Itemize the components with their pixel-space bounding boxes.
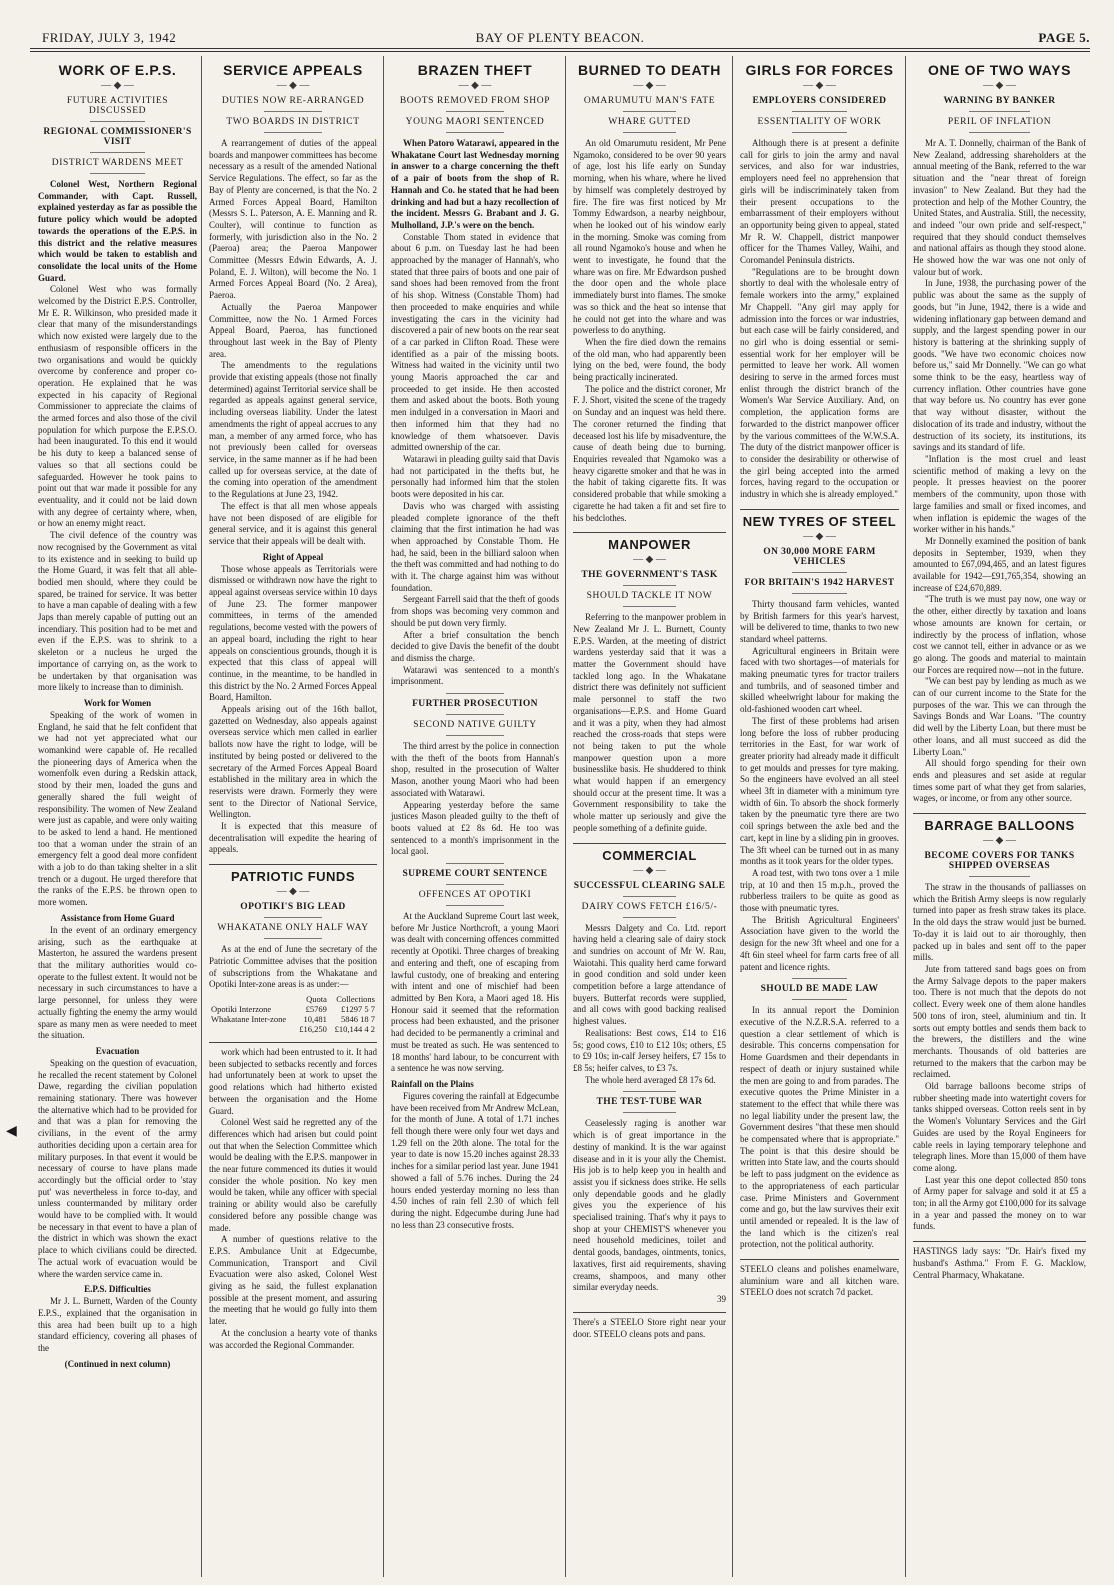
table-cell: 5846 18 7 xyxy=(341,1014,375,1024)
paragraph: work which had been entrusted to it. It had been subjected to setbacks recently and forces had unfortunately been at work to upset the good relations which had hitherto existed between the organisation and the Home Guard. xyxy=(209,1047,377,1116)
paragraph: Mr Donnelly examined the position of bank deposits in September, 1939, when they amounted to £67,094,465, and an latest figures available for 1942—£91,765,354, showing an increase of £24,670,889. xyxy=(913,535,1086,593)
column-work-of-eps xyxy=(34,56,201,1577)
hastings-advertisement: HASTINGS lady says: "Dr. Hair's fixed my husband's Asthma." From F. G. Macklow, Central Pharmacy, Whakatane. xyxy=(913,1246,1086,1280)
paragraph: Realisations: Best cows, £14 to £16 5s; good cows, £10 to £12 10s; others, £5 to £9 10s; in-calf Jersey heifers, £7 15s to £8 5s; heifer calves, to £3 7s. xyxy=(573,1027,726,1073)
headline-burned-to-death: BURNED TO DEATH xyxy=(577,62,722,78)
ornament-icon xyxy=(740,80,899,91)
paragraph: "Regulations are to be brought down shortly to deal with the wholesale entry of female workers into the army," explained Mr Chappell. "Any girl may apply for admission into the forces or war industries, but each case will be fairly considered, and no girl who is doing essential or semi-essential work for her employer will be permitted to leave her work. All women desiring to serve in the armed forces must enlist through the district branch of the Women's War Service Auxiliary. And, on completion, the application forms are forwarded to the district manpower officer by the various committees of the W.W.S.A. The duty of the district manpower officer is to consider the desirability or otherwise of the girl being accepted into the armed forces, having regard to the occupation or industry in which she is already employed." xyxy=(740,266,899,500)
subhead: BOOTS REMOVED FROM SHOP xyxy=(399,96,551,106)
table-header: Quota xyxy=(306,994,327,1004)
paragraph: The police and the district coroner, Mr F. J. Short, visited the scene of the tragedy on Sunday and an inquest was held there. The coroner returned the finding that deceased lost his life by misadventure, the cause of death being due to burning. Enquiries revealed that Ngamoko was a heavy cigarette smoker and that he was in the habit of taking cigarette fits. It was considered probable that while smoking a cigarette he had taken a fit and set fire to his bedclothes. xyxy=(573,383,726,523)
table-row xyxy=(209,1004,377,1014)
quota-table xyxy=(209,994,377,1034)
subhead: THE TEST-TUBE WAR xyxy=(596,1097,703,1108)
table-cell: Whakatane Inter-zone xyxy=(211,1014,287,1024)
paragraph: Davis who was charged with assisting pleaded complete ignorance of the theft claiming that the first intimation he had was when approached by Constable Thom. He had, he said, been in the billiard saloon when the theft was committed and had nothing to do with it. The charge against him was without foundation. xyxy=(391,500,559,593)
paragraph: Colonel West said he regretted any of the differences which had arisen but could point out that when the Selection Committee which would be dealing with the E.P.S. manpower in the near future commenced its duties it would consider the whole position. No key men would be taken, while any officer with special training or ability would also be carefully considered before any possible change was made. xyxy=(209,1117,377,1233)
headline-patriotic-funds: PATRIOTIC FUNDS xyxy=(230,869,355,885)
paragraph: "Inflation is the most cruel and least scientific method of making a levy on the people. It presses heaviest on the poorer members of the community, upon those with large families and small or fixed incomes, and when inflation is epidemic the wages of the worker wither in his hands." xyxy=(913,453,1086,535)
paragraph: Referring to the manpower problem in New Zealand Mr J. L. Burnett, County E.P.S. Warden, at the meeting of district wardens yesterday said that it was a matter the Government should have tackled long ago. In the Whakatane district there was definitely not sufficient male personnel to staff the two organisations—E.P.S. and Home Guard and it was a pity, when they had almost reached the cross-roads that steps were not being taken to put the whole manpower question upon a more businesslike basis. He shuddered to think what would happen if an emergency should occur at the present time. It was a Government responsibility to take the whole matter up seriously and give the people something of a definite guide. xyxy=(573,612,726,833)
subhead: BECOME COVERS FOR TANKS SHIPPED OVERSEAS xyxy=(924,851,1075,872)
subhead: THE GOVERNMENT'S TASK xyxy=(581,570,718,581)
subhead: YOUNG MAORI SENTENCED xyxy=(405,117,545,127)
subhead: TWO BOARDS IN DISTRICT xyxy=(226,117,360,127)
column-divider xyxy=(201,56,202,1577)
paragraph: In its annual report the Dominion executive of the N.Z.R.S.A. referred to a question a clear settlement of which is desirable. This concerns compensation for Home Guardsmen and their dependants in respect of death or injury sustained while the men are going to and from parades. The executive quotes the Prime Minister in a statement to the effect that while there was no legal liability under the present law, the Government desires "that these men should be compensated where that is appropriate." The point is that this desire should be written into State law, and the courts should be left to pass judgment on the evidence as to the appropriateness of each particular case. Prime Ministers and Government come and go, but the law survives their exit until amended or repealed. It is the law of the land which is the citizen's real protection, not the political authority. xyxy=(740,1005,899,1250)
paragraph: Sergeant Farrell said that the theft of goods from shops was becoming very common and should be put down very firmly. xyxy=(391,594,559,628)
page-number: PAGE 5. xyxy=(1038,30,1090,45)
table-header xyxy=(209,994,295,1004)
subhead: SHOULD TACKLE IT NOW xyxy=(586,591,713,602)
steelo-advertisement: There's a STEELO Store right near your door. STEELO cleans pots and pans. xyxy=(573,1316,726,1339)
table-cell: £5769 xyxy=(305,1004,327,1014)
subhead: OMARUMUTU MAN'S FATE xyxy=(583,96,716,106)
paragraph: In the event of an ordinary emergency arising, such as the earthquake at Masterton, he assured the wardens present that the military authorities would co-operate to the fullest extent. It would not be necessary in such circumstances to have a large personnel, for unless they were actually fighting the enemy the army would spare as many men as were needed to meet the situation. xyxy=(38,924,197,1041)
paragraph: Although there is at present a definite call for girls to join the army and naval services, and also for war industries, employers need feel no apprehension that girls will be indiscriminately taken from their present occupations to the embarrassment of their employers without an opportunity being given to appeal, stated Mr R. W. Chappell, district manpower officer for the Thames Valley, Waihi, and Coromandel Peninsula districts. xyxy=(740,138,899,266)
paragraph: "The truth is we must pay now, one way or the other, either directly by taxation and loans whose amounts are known for certain, or indirectly by the process of inflation, whose cost we cannot tell, either in advance or as we go along. The goods and material to maintain our Forces are required now—not in the future. xyxy=(913,594,1086,675)
paragraph: After a brief consultation the bench decided to give Davis the benefit of the doubt and dismiss the charge. xyxy=(391,629,559,663)
paragraph: A number of questions relative to the E.P.S. Ambulance Unit at Edgecumbe, Communication, Transport and Civil Evacuation were also asked, Colonel West giving as he said, the fullest explanation possible at the present moment, and assuring the meeting that he would go fully into them later. xyxy=(209,1234,377,1327)
paragraph: At the Auckland Supreme Court last week, before Mr Justice Northcroft, a young Maori was dealt with concerning offences committed recently at Opotiki. Three charges of breaking and entering and theft, one of escaping from lawful custody, one of breaking and entering with intent and one of mischief had been admitted by Ben Kora, a Maori aged 18. His Honour said it seemed that the reformation process had been exhausted, and the prisoner had decided to be permanently a criminal and must be treated as such. He was sentenced to 18 months' hard labour, to be concurrent with a sentence he was now serving. xyxy=(391,911,559,1074)
headline-one-of-two-ways: ONE OF TWO WAYS xyxy=(927,62,1072,78)
lead-paragraph: When Patoro Watarawi, appeared in the Whakatane Court last Wednesday morning in answer to a charge concerning the theft of a pair of boots from the shop of R. Hannah and Co. he stated that he had been drinking and had but a hazy recollection of the incident. Messrs G. Brabant and J. G. Mulholland, J.P.'s were on the bench. xyxy=(391,138,559,230)
subhead: SUPREME COURT SENTENCE xyxy=(402,869,548,880)
table-cell: Opotiki Interzone xyxy=(211,1004,272,1014)
paragraph: The civil defence of the country was now recognised by the Government as vital to its existence and in seeking to build up the Home Guard, it was felt that all able-bodied men should, where they could be spared, be trained for service. It was better to have a man capable of dealing with a few Japs than merely capable of putting out an incendiary. This position had to be met and even if the E.P.S. was to shrink to a skeleton or a nucleus he urged the importance of carrying on, as the work to be undertaken by that organisation was more likely to increase than to diminish. xyxy=(38,530,197,693)
paragraph: Ceaselessly raging is another war which is of great importance in the destiny of mankind. It is the war against disease and in it is your ally the Chemist. His job is to help keep you in health and assist you if sickness does strike. He sells only dependable goods and he gladly gives you the experience of his specialised training. That's why it pays to shop at your CHEMIST'S whenever you need household medicines, toilet and dental goods, bandages, ointments, tonics, laxatives, first aid requirements, shaving creams, shampoos, and many other similar everyday needs. xyxy=(573,1118,726,1293)
subhead: ESSENTIALITY OF WORK xyxy=(757,117,882,127)
paragraph: The effect is that all men whose appeals have not been disposed of are eligible for general service, and it is against this general service that their appeals will be dealt with. xyxy=(209,500,377,546)
table-cell: £10,144 4 2 xyxy=(334,1024,375,1034)
ornament-icon xyxy=(573,865,726,876)
column-divider xyxy=(383,56,384,1577)
subhead: DISTRICT WARDENS MEET xyxy=(51,158,184,168)
subhead: PERIL OF INFLATION xyxy=(947,117,1052,127)
section-heading: Assistance from Home Guard xyxy=(60,912,175,923)
subhead: DAIRY COWS FETCH £16/5/- xyxy=(581,901,718,912)
subhead: WHARE GUTTED xyxy=(608,117,691,127)
table-cell: £16,250 xyxy=(299,1024,327,1034)
paragraph: The first of these problems had arisen long before the loss of rubber producing territories in the East, for war work of greater priority had already made it difficult to get moulds and presses for tyre making. So the engineers have evolved an all steel wheel 3ft in diameter with a minimum tyre width of 6in. To absorb the shock formerly taken by the pneumatic tyre there are two coil springs between the axle bed and the cart, kept in line by a sliding pin in grooves. The 3ft wheel can be turned out in as many months as it took years for the older types. xyxy=(740,715,899,867)
subhead: FURTHER PROSECUTION xyxy=(412,699,538,710)
headline-work-of-eps: WORK OF E.P.S. xyxy=(58,62,177,78)
headline-service-appeals: SERVICE APPEALS xyxy=(223,62,363,78)
ornament-icon xyxy=(740,531,899,542)
ornament-icon xyxy=(38,80,197,91)
paragraph: Jute from tattered sand bags goes on from the Army Salvage depots to the paper makers too. There is not much that the depots do not collect. Every week one of them alone handles 500 tons of iron, steel, aluminium and tin. It sorts out empty bottles and sends them back to the brewers, the distillers and the wine merchants. Thousands of old batteries are returned to the makers that the carbon may be reclaimed. xyxy=(913,964,1086,1080)
subhead: OFFENCES AT OPOTIKI xyxy=(418,890,532,901)
ornament-icon xyxy=(391,80,559,91)
paragraph: In June, 1938, the purchasing power of the public was about the same as the supply of goods, but "in June, 1942, there is a wide and widening inflationary gap between demand and supply, and the largest spending power in our history is battering at the shrinking supply of goods. "We have two economic choices now before us," said Mr Donnelly. "We can go what some think to be the easy, heartless way of currency inflation. Other countries have gone that way before us. No country has ever gone that way without disaster, without the dislocation of its trade and industry, without the destruction of its society, its institutions, its savings and its standard of life. xyxy=(913,278,1086,453)
ornament-icon xyxy=(573,554,726,565)
paragraph: The amendments to the regulations provide that existing appeals (those not finally determined) against Territorial service shall be regarded as appeals against general service, including overseas liability. Under the latest amendments the right of appeal accrues to any man, a member of any armed force, who has not previously been called for overseas service, in the same manner as if he had been called up for overseas service, at the date of the coming into operation of the amendment to the Regulations at June 23, 1942. xyxy=(209,360,377,500)
paragraph: Messrs Dalgety and Co. Ltd. report having held a clearing sale of dairy stock and sundries on account of Mr W. Rau, Waiotahi. This quality herd came forward in good condition and sold under keen competition before a large attendance of buyers. Butterfat records were supplied, and all cows with good backing realised highest values. xyxy=(573,922,726,1027)
masthead-rule-top xyxy=(30,48,1090,49)
ornament-icon xyxy=(209,886,377,897)
subhead: OPOTIKI'S BIG LEAD xyxy=(240,902,346,913)
section-heading: E.P.S. Difficulties xyxy=(84,1284,151,1295)
paragraph: Colonel West who was formally welcomed by the District E.P.S. Controller, Mr E. R. Wilkinson, who presided made it clear that many of the misunderstandings which now existed were largely due to the enthusiasm of responsible officers in the two organisations and would be quickly overcome by conference and proper co-operation. He explained that he was expected in his capacity of Regional Commissioner to appreciate the claims of the armed forces and also those of the civil population for which purpose the E.P.S.O. had been inaugurated. To this end it would be his duty to keep a balanced sense of values so that all sections could be safeguarded. However he took pains to point out that war made it possible for any eventuality, and it could not be laid down with any degree of certainty where, when, or how an enemy might react. xyxy=(38,284,197,529)
subhead: EMPLOYERS CONSIDERED xyxy=(752,96,887,106)
subhead: WHAKATANE ONLY HALF WAY xyxy=(217,923,369,934)
paragraph: "We can best pay by lending as much as we can of our current income to the State for the purposes of the war. This we can through the Savings Bonds and War Loans. "The country did well by the Liberty Loan, but there must be other loans, and all must succeed as did the Liberty Loan." xyxy=(913,676,1086,757)
headline-manpower: MANPOWER xyxy=(608,537,691,553)
paragraph: Speaking of the work of women in England, he said that he felt confident that we had not yet appreciated what our womankind were capable of. He recalled the pioneering days of America when the womenfolk even during a Redskin attack, stood by their men, loaded the guns and generally shared the full weight of responsibility. The women of New Zealand were just as capable, and were only waiting to be asked to lend a hand. He mentioned too that a woman under the strain of an emergency felt a good deal more confident with a job to do than taking shelter in a slit trench or a dugout. He urged therefore that the ranks of the E.P.S. be thrown open to more women. xyxy=(38,709,197,908)
paragraph: Constable Thom stated in evidence that about 6 p.m. on Tuesday last he had been approached by the manager of Hannah's, who stated that three pairs of boots and one pair of sand shoes had been removed from the front of his shop. Witness (Constable Thom) had then proceeded to make enquiries and while investigating the cars in the vicinity had discovered a pair of new boots on the rear seat of a car parked in Clifton Road. These were identified as a pair of the missing boots. Witness had waited in the vicinity until two young Maoris approached the car and proceeded to get inside. He then accosted them and asked about the boots. Both young men indulged in a conversation in Maori and then informed him that they had no knowledge of them whatsoever. Davis admitted ownership of the car. xyxy=(391,231,559,453)
ornament-icon xyxy=(573,80,726,91)
paragraph: Those whose appeals as Territorials were dismissed or withdrawn now have the right to appeal against overseas service within 10 days of June 23. The former manpower committees, in terms of the amended regulations, become vested with the powers of an appeal board, including the right to hear appeals on conscientious grounds, though it is expected that this class of appeal will continue, in the meantime, to be handled in this district by the No. 2 Armed Forces Appeal Board, Hamilton. xyxy=(209,563,377,703)
section-heading: Evacuation xyxy=(95,1045,140,1056)
paragraph: Last year this one depot collected 850 tons of Army paper for salvage and sold it at £5 a ton; in all the Army got £100,000 for its salvage in a year and passed the money on to war funds. xyxy=(913,1174,1086,1232)
section-heading: Right of Appeal xyxy=(262,551,324,562)
ad-code: 39 xyxy=(717,1293,726,1304)
paragraph: Mr A. T. Donnelly, chairman of the Bank of New Zealand, addressing shareholders at the annual meeting of the Bank, referred to the war situation and the "near threat of foreign invasion" to New Zealand. But they had the protection and help of the Mother Country, the United States, and Australia. Still, the necessity, and indeed "our own pride and self-respect," required that they should conduct themselves and national affairs as though they stood alone. He showed how the war was one not only of valour but of work. xyxy=(913,138,1086,277)
margin-marker-icon: ◀ xyxy=(6,1124,17,1139)
table-header: Collections xyxy=(336,994,375,1004)
table-cell xyxy=(209,1024,295,1034)
masthead-rule-bottom xyxy=(30,51,1090,52)
table-cell: 10,481 xyxy=(303,1014,327,1024)
paragraph: Appeals arising out of the 16th ballot, gazetted on Wednesday, also appeals against overseas service which men called in earlier ballots now have the right to lodge, will be instituted by being posted or delivered to the secretary of the Armed Forces Appeal Board established in the military area in which the reservists were drawn. Formerly they were sent to the Director of National Service, Wellington. xyxy=(209,704,377,820)
subhead: ON 30,000 MORE FARM VEHICLES xyxy=(763,546,876,567)
paragraph: Figures covering the rainfall at Edgecumbe have been received from Mr Andrew McLean, for the month of June. A total of 1.71 inches fell though there were only four wet days and 1.29 fell on the 20th alone. The total for the year to date is now 15.20 inches against 28.33 inches for a similar period last year. June 1941 showed a fall of 5.76 inches. During the 24 hours ended yesterday morning no less than 4.50 inches of rain fell 2.30 of which fell during the night. Edgecumbe during June had no less than 23 consecutive frosts. xyxy=(391,1090,559,1230)
table-header-row xyxy=(209,994,377,1004)
subhead: FOR BRITAIN'S 1942 HARVEST xyxy=(744,577,895,588)
column-brazen-theft xyxy=(387,56,563,1577)
paragraph: Thirty thousand farm vehicles, wanted by British farmers for this year's harvest, will be delivered to time, thanks to two new standard wheel patterns. xyxy=(740,598,899,644)
lead-paragraph: Colonel West, Northern Regional Commander, with Capt. Russell, explained yesterday as far as possible the future policy which would be adopted towards the operations of the E.P.S. in this district and the relative measures which would be taken to establish and consolidate the local units of the Home Guard. xyxy=(38,179,197,283)
column-divider xyxy=(565,56,566,1577)
paragraph: The straw in the thousands of palliasses on which the British Army sleeps is now regularly turned into paper as fresh straw takes its place. In the old days the straw would just be burned. To-day it is laid out to air thoroughly, then packed up in bales and sent off to the paper mills. xyxy=(913,882,1086,963)
table-row xyxy=(209,1024,377,1034)
masthead xyxy=(30,26,1090,46)
paragraph: It is expected that this measure of decentralisation will expedite the hearing of appeals. xyxy=(209,821,377,855)
column-divider xyxy=(732,56,733,1577)
headline-girls-for-forces: GIRLS FOR FORCES xyxy=(745,62,894,78)
paragraph: Watarawi in pleading guilty said that Davis had not participated in the thefts but, he personally had informed him that the stolen boots were deposited in his car. xyxy=(391,453,559,500)
subhead: FUTURE ACTIVITIES DISCUSSED xyxy=(66,96,169,116)
paragraph: An old Omarumutu resident, Mr Pene Ngamoko, considered to be over 90 years of age, lost his life early on Sunday morning, when his whare, where he lived by himself was completely destroyed by fire. The fire was first noticed by Mr Tommy Edwardson, a nearby neighbour, when he looked out of his window early in the morning. Smoke was coming from all round Ngamoko's house and when he went to investigate, he found that the whare was on fire. Mr Edwardson pushed the door open and the whole place immediately burst into flames. The smoke was so thick and the heat so intense that he could not get into the whare and was powerless to do anything. xyxy=(573,138,726,336)
column-service-appeals xyxy=(205,56,381,1577)
column-girls-for-forces xyxy=(736,56,903,1577)
paragraph: Appearing yesterday before the same justices Mason pleaded guilty to the theft of boots valued at £2 8s 6d. He too was sentenced to a month's imprisonment in the local gaol. xyxy=(391,799,559,857)
subhead: SECOND NATIVE GUILTY xyxy=(413,720,537,731)
headline-commercial: COMMERCIAL xyxy=(602,847,697,863)
ornament-icon xyxy=(913,835,1086,846)
continuation-note: (Continued in next column) xyxy=(64,1358,171,1369)
section-heading: Rainfall on the Plains xyxy=(391,1078,474,1089)
paragraph: All should forgo spending for their own ends and pleasures and set aside at regular times some part of what they get from salaries, wages, or income, or from any other source. xyxy=(913,758,1086,804)
paragraph: Speaking on the question of evacuation, he recalled the recent statement by Colonel Dawe, regarding the civilian population remaining stationary. There was however the alternative which had to be provided for and that was a plan for removing the civilians, in the event of the army authorities deciding upon a certain area for military purposes. In that event it would be necessary of course to have plans made accordingly but the official order to 'stay put' was nevertheless in force to-day, and unless countermanded by military order would have to be complied with. It would be necessary in that event to have a plan of the district in which was shown the exact place to which civilians could be directed. The actual work of evacuation would be where the warden service came in. xyxy=(38,1057,197,1279)
newspaper-name: BAY OF PLENTY BEACON. xyxy=(475,30,645,45)
headline-barrage-balloons: BARRAGE BALLOONS xyxy=(924,818,1075,834)
section-heading: Work for Women xyxy=(83,697,152,708)
column-burned-to-death xyxy=(569,56,730,1577)
paragraph: The whole herd averaged £8 17s 6d. xyxy=(585,1074,716,1085)
headline-brazen-theft: BRAZEN THEFT xyxy=(417,62,533,78)
paragraph: Agricultural engineers in Britain were faced with two shortages—of materials for making pneumatic tyres for tractor trailers and tumbrils, and of seasoned timber and skilled wheelwright labour for making the old-fashioned wooden cart wheel. xyxy=(740,645,899,715)
paragraph: A road test, with two tons over a 1 mile trip, at 10 and then 15 m.p.h., proved the rubberless trailers to be quite as good as those with pneumatic tyres. xyxy=(740,867,899,914)
column-one-of-two-ways xyxy=(909,56,1090,1577)
paragraph: A rearrangement of duties of the appeal boards and manpower committees has become necessary as a result of the amended National Service Regulations. The effect, so far as the Bay of Plenty are concerned, is that the No. 2 Armed Forces Appeal Board, Hamilton (Messrs S. L. Paterson, A. E. Manning and R. Coulter), will continue to function as formerly, with jurisdiction also in the No. 2 (Paeroa) area; the Paeroa Manpower Committee (Messrs Edwin Edwards, A. J. Poland, E. J. Wilton), will become the No. 1 Armed Forces Appeal Board (No. 2 Area), Paeroa. xyxy=(209,138,377,301)
subhead: WARNING BY BANKER xyxy=(943,96,1056,106)
steelo-advertisement: STEELO cleans and polishes enamelware, aluminium ware and all kitchen ware. STEELO does not scratch 7d packet. xyxy=(740,1264,899,1298)
paragraph: When the fire died down the remains of the old man, who had apparently been lying on the bed, were found, the body being practically incinerated. xyxy=(573,336,726,383)
paragraph: Actually the Paeroa Manpower Committee, now the No. 1 Armed Forces Appeal Board, Paeroa, has functioned throughout last week in the Bay of Plenty area. xyxy=(209,301,377,359)
paragraph: Mr J. L. Burnett, Warden of the County E.P.S., explained that the organisation in this area had been built up to a high standard efficiency, covering all phases of the xyxy=(38,1296,197,1354)
subhead: SUCCESSFUL CLEARING SALE xyxy=(573,880,726,891)
paragraph: The British Agricultural Engineers' Association have given to the world the design for the new 3ft wheel and one for a 4ft 6in steel wheel for farm carts free of all patent and licence rights. xyxy=(740,914,899,972)
subhead: REGIONAL COMMISSIONER'S VISIT xyxy=(43,127,192,147)
headline-new-tyres-of-steel: NEW TYRES OF STEEL xyxy=(742,513,897,529)
issue-date: FRIDAY, JULY 3, 1942 xyxy=(42,30,177,45)
ornament-icon xyxy=(913,80,1086,91)
subhead: SHOULD BE MADE LAW xyxy=(760,984,879,995)
paragraph: At the conclusion a hearty vote of thanks was accorded the Regional Commander. xyxy=(209,1327,377,1350)
paragraph: Old barrage balloons become strips of rubber sheeting made into watertight covers for tanks shipped overseas. Cotton reels sent in by the Women's Voluntary Services and the Girl Guides are used by the Royal Engineers for cable reels in laying temporary telephone and telegraph lines. More than 15,000 of them have come along. xyxy=(913,1081,1086,1173)
subhead: DUTIES NOW RE-ARRANGED xyxy=(221,96,365,106)
column-divider xyxy=(905,56,906,1577)
paragraph: As at the end of June the secretary of the Patriotic Committee advises that the position of subscriptions from the Whakatane and Opotiki Inter-zone areas is as under:— xyxy=(209,944,377,990)
paragraph: The third arrest by the police in connection with the theft of the boots from Hannah's shop, resulted in the prosecution of Walter Mason, another young Maori who had been associated with Watarawi. xyxy=(391,741,559,798)
table-cell: £1297 5 7 xyxy=(341,1004,375,1014)
paragraph: Watarawi was sentenced to a month's imprisonment. xyxy=(391,664,559,687)
table-row xyxy=(209,1014,377,1024)
ornament-icon xyxy=(209,80,377,91)
